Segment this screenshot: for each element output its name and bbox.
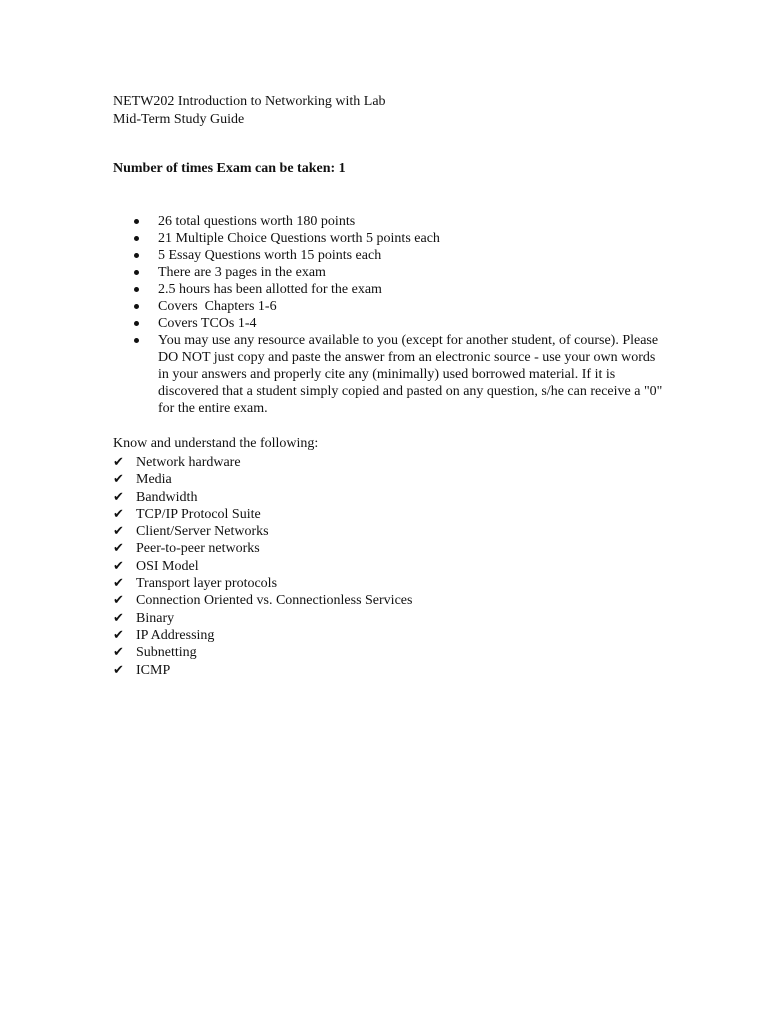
topic-item bbox=[113, 662, 412, 679]
checkmark-icon: ✔ bbox=[113, 627, 124, 643]
checkmark-icon: ✔ bbox=[113, 472, 124, 488]
bullet-icon bbox=[134, 304, 139, 309]
checkmark-icon: ✔ bbox=[113, 489, 124, 505]
topic-text: Peer-to-peer networks bbox=[136, 541, 260, 557]
topic-item bbox=[113, 471, 412, 488]
exam-detail-item bbox=[158, 332, 663, 417]
checkmark-icon: ✔ bbox=[113, 541, 124, 557]
checkmark-icon: ✔ bbox=[113, 455, 124, 470]
exam-detail-text: 26 total questions worth 180 points bbox=[158, 214, 356, 229]
topic-item bbox=[113, 558, 412, 575]
topic-text: Client/Server Networks bbox=[136, 524, 269, 540]
document-subtitle: Mid-Term Study Guide bbox=[113, 112, 245, 127]
bullet-icon bbox=[134, 236, 139, 241]
topic-item bbox=[113, 627, 412, 644]
topic-item bbox=[113, 540, 412, 557]
bullet-icon bbox=[134, 338, 139, 343]
exam-detail-item bbox=[158, 230, 663, 247]
topic-text: Transport layer protocols bbox=[136, 576, 278, 592]
exam-detail-text: There are 3 pages in the exam bbox=[158, 265, 326, 280]
topic-text: Bandwidth bbox=[136, 489, 198, 505]
topics-list bbox=[113, 454, 412, 679]
checkmark-icon: ✔ bbox=[113, 506, 124, 522]
topic-text: IP Addressing bbox=[136, 627, 215, 643]
topic-item bbox=[113, 454, 412, 471]
exam-detail-item bbox=[158, 281, 663, 298]
exam-details-list bbox=[158, 213, 663, 417]
exam-attempts-line: Number of times Exam can be taken: 1 bbox=[113, 161, 346, 176]
checkmark-icon: ✔ bbox=[113, 610, 124, 626]
exam-detail-item bbox=[158, 247, 663, 264]
topic-text: OSI Model bbox=[136, 558, 199, 574]
topic-item bbox=[113, 506, 412, 523]
bullet-icon bbox=[134, 287, 139, 292]
topic-text: TCP/IP Protocol Suite bbox=[136, 506, 261, 522]
exam-detail-item bbox=[158, 264, 663, 281]
exam-detail-text: 2.5 hours has been allotted for the exam bbox=[158, 282, 382, 297]
exam-detail-text: You may use any resource available to you (except for another student, of course). Please DO NOT just copy and paste the answer from an electronic source - use your own words in your answers and properly cite any (minimally) used borrowed material. If it is discovered that a student simply copied and pasted on any question, s/he can receive a "0" for the entire exam. bbox=[158, 333, 663, 416]
exam-detail-text: 21 Multiple Choice Questions worth 5 points each bbox=[158, 231, 440, 246]
exam-detail-item bbox=[158, 315, 663, 332]
topic-item bbox=[113, 610, 412, 627]
bullet-icon bbox=[134, 253, 139, 258]
checkmark-icon: ✔ bbox=[113, 576, 124, 592]
bullet-icon bbox=[134, 270, 139, 275]
topic-text: Connection Oriented vs. Connectionless Services bbox=[136, 593, 413, 609]
topic-item bbox=[113, 523, 412, 540]
topic-text: Media bbox=[136, 472, 172, 488]
exam-detail-text: 5 Essay Questions worth 15 points each bbox=[158, 248, 382, 263]
checkmark-icon: ✔ bbox=[113, 524, 124, 540]
topic-item bbox=[113, 644, 412, 661]
checkmark-icon: ✔ bbox=[113, 593, 124, 609]
topic-text: Network hardware bbox=[136, 455, 241, 470]
topic-item bbox=[113, 489, 412, 506]
bullet-icon bbox=[134, 219, 139, 224]
exam-detail-text: Covers Chapters 1-6 bbox=[158, 299, 277, 314]
document-header bbox=[113, 93, 386, 129]
topic-text: Binary bbox=[136, 610, 175, 626]
checkmark-icon: ✔ bbox=[113, 662, 124, 678]
checkmark-icon: ✔ bbox=[113, 645, 124, 661]
exam-detail-item bbox=[158, 298, 663, 315]
exam-detail-item bbox=[158, 213, 663, 230]
exam-detail-text: Covers TCOs 1-4 bbox=[158, 316, 257, 331]
topic-text: Subnetting bbox=[136, 645, 197, 661]
topic-text: ICMP bbox=[136, 662, 171, 678]
topics-heading: Know and understand the following: bbox=[113, 436, 319, 451]
course-title: NETW202 Introduction to Networking with Lab bbox=[113, 94, 386, 109]
topic-item bbox=[113, 575, 412, 592]
topic-item bbox=[113, 592, 412, 609]
bullet-icon bbox=[134, 321, 139, 326]
checkmark-icon: ✔ bbox=[113, 558, 124, 574]
